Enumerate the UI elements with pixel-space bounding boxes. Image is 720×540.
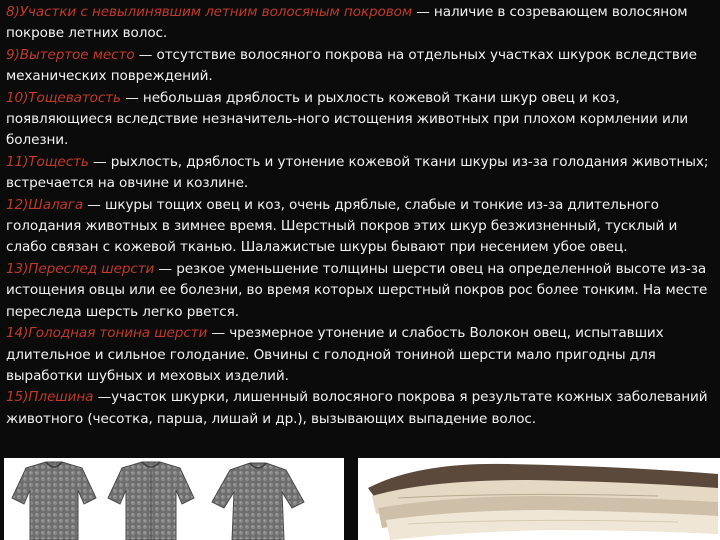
defect-description: — чрезмерное утонение и слабость Волокон овец, испытавших длительное и сильное голодание. Овчины с голодной тониной шерсти мало пригодны для выработки шубных и меховых изделий.	[6, 325, 664, 384]
defect-term: 9)Вытертое место	[6, 46, 135, 63]
defect-term: 8)Участки с невылинявшим летним волосяным покровом	[6, 4, 412, 20]
defects-list	[6, 2, 716, 430]
defect-item-8	[6, 2, 716, 45]
defect-description: — шкуры тощих овец и коз, очень дряблые, слабые и тонкие из-за длительного голодания животных в зимнее время. Шерстный покров этих шкур безжизненный, тусклый и слабо связан с кожевой тканью. Шалажистые шкуры бывают при несением убое овец.	[6, 196, 678, 256]
defect-item-12	[6, 195, 716, 259]
defect-description: — резкое уменьшение толщины шерсти овец на определенной высоте из-за истощения овцы или ее болезни, во время которых шерстный покров рос более тонким. На месте переследа шерсть легко рвется.	[6, 260, 708, 320]
pelts-photo	[358, 458, 720, 540]
defect-item-14	[6, 323, 716, 387]
defect-description: — отсутствие волосяного покрова на отдельных участках шкурок вследствие механических повреждений.	[6, 46, 697, 85]
defect-term: 15)Плешина	[6, 389, 94, 406]
defect-description: — наличие в созревающем волосяном покрове летних волос.	[6, 4, 688, 42]
defect-item-15	[6, 387, 716, 430]
defect-term: 12)Шалага	[6, 196, 84, 213]
defect-term: 10)Тощеватость	[6, 89, 121, 106]
defect-description: — рыхлость, дряблость и утонение кожевой ткани шкуры из-за голодания животных; встречается на овчине и козлине.	[6, 153, 709, 192]
defect-term: 14)Голодная тонина шерсти	[6, 325, 208, 342]
defect-term: 13)Переслед шерсти	[6, 260, 155, 277]
defect-item-10	[6, 88, 716, 152]
figures-row	[0, 458, 720, 540]
defect-description: — небольшая дряблость и рыхлость кожевой ткани шкур овец и коз, появляющиеся вследствие незначитель-ного истощения животных при плохом кормлении или болезни.	[6, 89, 689, 149]
defect-term: 11)Тощесть	[6, 153, 89, 170]
defect-item-11	[6, 152, 716, 195]
fur-jackets-photo	[4, 458, 344, 540]
defect-description: —участок шкурки, лишенный волосяного покрова я результате кожных заболеваний животного (чесотка, парша, лишай и др.), вызывающих выпадение волос.	[6, 389, 708, 427]
defect-item-9	[6, 45, 716, 88]
defect-item-13	[6, 259, 716, 323]
